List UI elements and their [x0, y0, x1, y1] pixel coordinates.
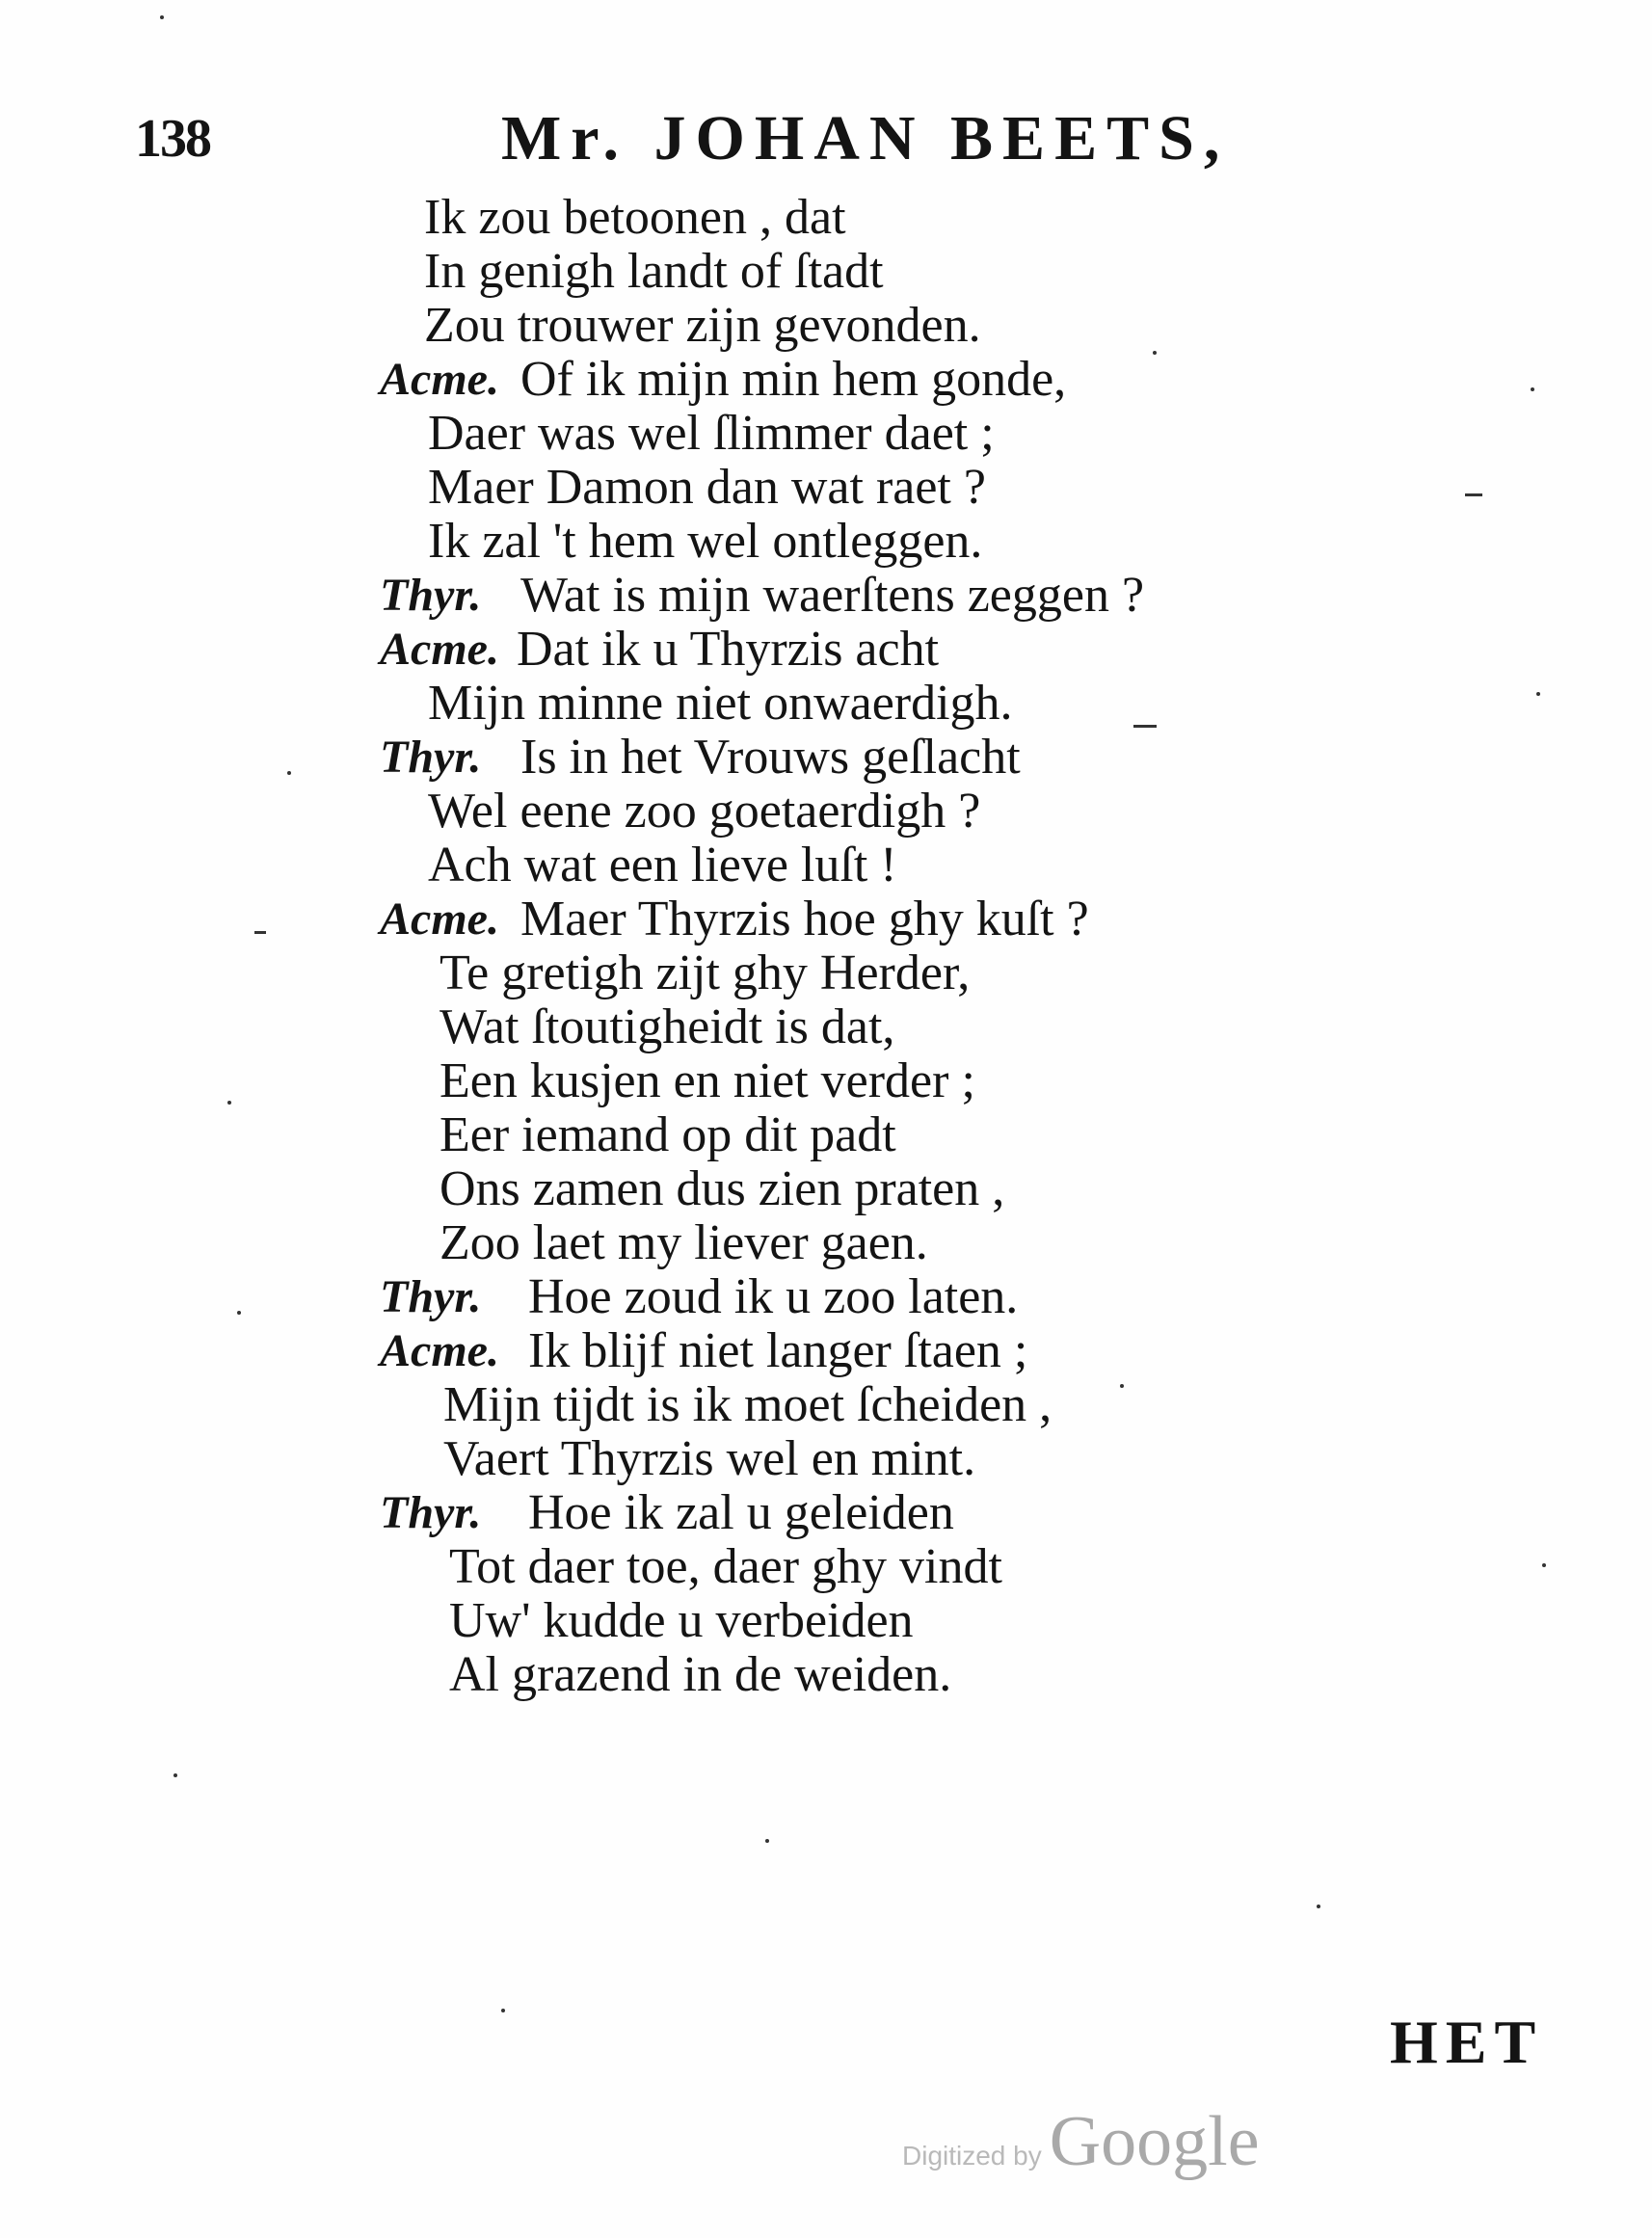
verse-text: Of ik mijn min hem gonde, — [520, 352, 1067, 407]
verse-text: Maer Damon dan wat raet ? — [428, 460, 986, 515]
verse-text: Uw' kudde u verbeiden — [449, 1593, 914, 1648]
page-number: 138 — [135, 109, 210, 169]
verse-text: Zou trouwer zijn gevonden. — [424, 298, 981, 353]
speaker-label: Thyr. — [380, 570, 482, 621]
print-dash — [1133, 725, 1157, 728]
print-speck — [1531, 387, 1534, 391]
print-speck — [237, 1311, 241, 1315]
verse-text: Maer Thyrzis hoe ghy kuſt ? — [520, 892, 1089, 946]
verse-text: Daer was wel ſlimmer daet ; — [428, 406, 995, 461]
print-speck — [1153, 351, 1157, 355]
verse-text: Mijn minne niet onwaerdigh. — [428, 676, 1013, 731]
verse-text: Wat is mijn waerſtens zeggen ? — [520, 568, 1145, 623]
print-speck — [227, 1101, 231, 1105]
verse-text: Eer iemand op dit padt — [440, 1107, 896, 1162]
print-speck — [765, 1839, 769, 1843]
verse-text: Hoe zoud ik u zoo laten. — [528, 1269, 1019, 1324]
verse-text: Al grazend in de weiden. — [449, 1647, 952, 1702]
digitization-watermark — [902, 2101, 1260, 2183]
watermark-brand: Google — [1049, 2102, 1260, 2181]
verse-text: Vaert Thyrzis wel en mint. — [443, 1431, 976, 1486]
verse-text: Te gretigh zijt ghy Herder, — [440, 946, 971, 1000]
print-speck — [501, 2009, 505, 2012]
verse-text: Ik zou betoonen , dat — [424, 190, 846, 245]
verse-text: Zoo laet my liever gaen. — [440, 1215, 928, 1270]
running-head: Mr. JOHAN BEETS, — [501, 103, 1230, 173]
print-dash — [1465, 493, 1482, 496]
print-speck — [160, 15, 164, 19]
print-speck — [1542, 1563, 1546, 1567]
speaker-label: Thyr. — [380, 732, 482, 783]
verse-text: Wel eene zoo goetaerdigh ? — [428, 784, 981, 839]
verse-text: Ons zamen dus zien praten , — [440, 1161, 1005, 1216]
speaker-label: Thyr. — [380, 1271, 482, 1322]
verse-text: Ik zal 't hem wel ontleggen. — [428, 514, 983, 569]
speaker-label: Acme. — [380, 354, 499, 405]
verse-text: Tot daer toe, daer ghy vindt — [449, 1539, 1002, 1594]
verse-text: Mijn tijdt is ik moet ſcheiden , — [443, 1377, 1052, 1432]
verse-text: In genigh landt of ſtadt — [424, 244, 884, 299]
verse-text: Ik blijf niet langer ſtaen ; — [528, 1323, 1028, 1378]
print-speck — [1317, 1905, 1320, 1908]
verse-text: Ach wat een lieve luſt ! — [428, 838, 897, 893]
print-speck — [173, 1773, 177, 1777]
print-dash — [254, 931, 266, 934]
catchword: HET — [1390, 2008, 1544, 2076]
watermark-prefix: Digitized by — [902, 2141, 1042, 2171]
verse-text: Is in het Vrouws geſlacht — [520, 730, 1021, 785]
verse-text: Wat ſtoutigheidt is dat, — [440, 999, 895, 1054]
verse-text: Een kusjen en niet verder ; — [440, 1053, 975, 1108]
speaker-label: Acme. — [380, 1325, 499, 1376]
print-speck — [1120, 1384, 1124, 1388]
verse-text: Dat ik u Thyrzis acht — [517, 622, 940, 677]
speaker-label: Thyr. — [380, 1487, 482, 1538]
print-speck — [1536, 692, 1540, 696]
speaker-label: Acme. — [380, 624, 499, 675]
speaker-label: Acme. — [380, 893, 499, 945]
verse-text: Hoe ik zal u geleiden — [528, 1485, 954, 1540]
print-speck — [287, 771, 291, 775]
